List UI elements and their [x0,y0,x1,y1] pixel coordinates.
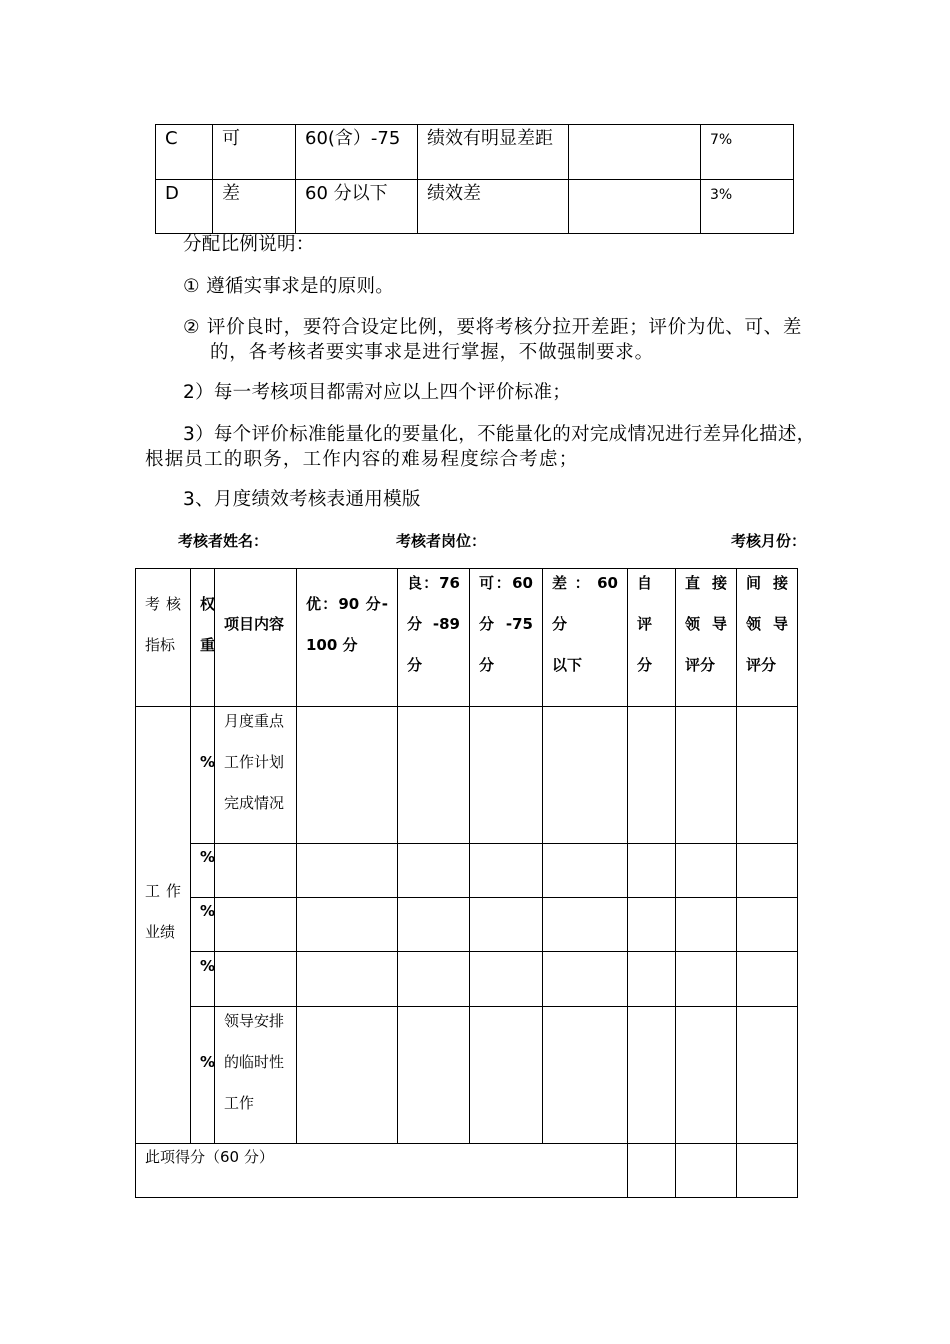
good-cell [398,898,470,952]
table-row [136,1007,798,1144]
ratio-cell: 7% [701,125,794,180]
self-score-cell [628,898,676,952]
category-line: 业绩 [145,923,176,941]
table-row [136,844,798,898]
weight-value: % [200,902,216,920]
self-score-cell [628,707,676,844]
header-line: 差：60 分 [552,574,618,633]
self-score-cell [628,844,676,898]
ratio-cell: 3% [701,180,794,234]
monthly-assessment-table [135,568,798,1198]
header-line: 良：76 [407,574,460,592]
item-content-line: 领导安排 [224,1011,285,1030]
table-row [136,707,798,844]
direct-leader-score-cell [676,952,737,1007]
direct-leader-score-cell [676,1007,737,1144]
assessor-name-label: 考核者姓名： [178,532,269,550]
direct-leader-score-cell [676,844,737,898]
header-line: 分 [479,656,495,674]
header-direct-leader-score [676,569,737,707]
header-poor [543,569,628,707]
category-line: 工 作 [145,882,181,900]
header-line: 评 [637,615,653,633]
item-content-cell [215,898,297,952]
weight-value: % [200,752,216,771]
header-line: 重 [200,635,216,654]
weight-value: % [200,956,216,975]
item-content-line: 完成情况 [224,793,285,812]
self-score-cell [628,1007,676,1144]
weight-text [200,946,214,987]
header-line: 可：60 [479,574,533,592]
header-line: 评分 [685,656,716,674]
subtotal-label-cell [136,1144,628,1198]
note-point-3-line-1: 3）每个评价标准能量化的要量化，不能量化的对完成情况进行差异化描述， [183,424,816,445]
grade-cell: C [156,125,213,180]
good-cell [398,952,470,1007]
header-text [407,563,460,686]
good-cell [398,844,470,898]
item-content-cell [215,844,297,898]
header-line: 考 核 [145,594,181,613]
fair-cell [470,952,543,1007]
description-cell: 绩效有明显差距 [418,125,569,180]
fair-cell [470,898,543,952]
score-range-cell: 60(含）-75 [296,125,418,180]
weight-text [200,1042,214,1083]
item-content-cell [215,707,297,844]
self-score-cell [628,1144,676,1198]
direct-leader-score-cell [676,707,737,844]
rating-cell: 差 [213,180,296,234]
item-content-text [224,1001,287,1124]
note-point-3-line-2: 根据员工的职务，工作内容的难易程度综合考虑； [145,449,579,470]
header-line: 以下 [552,656,583,674]
direct-leader-score-cell [676,1144,737,1198]
header-text [746,563,788,686]
header-indirect-leader-score [737,569,798,707]
note-item-2-line-2: 的，各考核者要实事求是进行掌握，不做强制要求。 [210,342,654,363]
indirect-leader-score-cell [737,1144,798,1198]
item-content-line: 工作计划 [224,752,285,771]
weight-value: % [200,1052,216,1071]
header-line: 优：90 分- [306,594,388,613]
header-line: 分 [407,656,423,674]
grade-row-d [156,180,794,234]
header-line: 间 接 [746,574,788,592]
subtotal-row [136,1144,798,1198]
item-content-line: 的临时性 [224,1052,285,1071]
weight-cell [191,707,215,844]
header-line: 分 -75 [479,615,533,633]
self-score-cell [628,952,676,1007]
excellent-cell [297,952,398,1007]
header-line: 100 分 [306,635,358,654]
item-content-line: 月度重点 [224,711,285,730]
category-text [145,871,181,953]
header-line: 领 导 [685,615,727,633]
fair-cell [470,707,543,844]
header-text [685,563,727,686]
header-text [200,584,214,666]
header-line: 分 -89 [407,615,460,633]
poor-cell [543,952,628,1007]
fair-cell [470,844,543,898]
table-row [136,898,798,952]
header-text [552,563,618,686]
header-line: 指标 [145,635,176,654]
header-item-content [215,569,297,707]
item-content-text [224,701,287,824]
subtotal-text [145,1137,618,1178]
note-item-1: ① 遵循实事求是的原则。 [183,276,395,297]
header-excellent [297,569,398,707]
grade-distribution-table [155,124,794,234]
header-text [224,604,287,645]
poor-cell [543,1007,628,1144]
header-weight [191,569,215,707]
weight-text [200,891,214,932]
header-text [145,584,181,666]
header-fair [470,569,543,707]
weight-cell [191,844,215,898]
excellent-cell [297,1007,398,1144]
header-line: 项目内容 [224,615,285,633]
note-cell [569,180,701,234]
indirect-leader-score-cell [737,952,798,1007]
poor-cell [543,844,628,898]
excellent-cell [297,707,398,844]
distribution-notes-heading: 分配比例说明： [183,234,315,255]
weight-text [200,742,214,783]
header-line: 分 [637,656,653,674]
item-content-cell [215,1007,297,1144]
weight-value: % [200,848,216,866]
weight-text [200,837,214,878]
weight-cell [191,898,215,952]
assessment-month-label: 考核月份： [731,532,807,550]
note-cell [569,125,701,180]
header-line: 权 [200,594,216,613]
item-content-cell [215,952,297,1007]
section-title: 3、月度绩效考核表通用模版 [183,489,421,510]
excellent-cell [297,898,398,952]
good-cell [398,707,470,844]
header-line: 评分 [746,656,777,674]
note-point-2: 2）每一考核项目都需对应以上四个评价标准； [183,382,572,403]
header-good [398,569,470,707]
weight-cell [191,952,215,1007]
poor-cell [543,898,628,952]
table-row [136,952,798,1007]
direct-leader-score-cell [676,898,737,952]
score-range-cell: 60 分以下 [296,180,418,234]
table-header-row [136,569,798,707]
header-text [637,563,666,686]
note-item-2-line-1: ② 评价良时，要符合设定比例，要将考核分拉开差距；评价为优、可、差 [183,317,803,338]
indirect-leader-score-cell [737,1007,798,1144]
header-text [306,584,388,666]
header-assessment-indicator [136,569,191,707]
indirect-leader-score-cell [737,707,798,844]
header-text [479,563,533,686]
good-cell [398,1007,470,1144]
header-line: 直 接 [685,574,727,592]
header-line: 自 [637,574,653,592]
assessor-position-label: 考核者岗位： [396,532,487,550]
indirect-leader-score-cell [737,898,798,952]
excellent-cell [297,844,398,898]
poor-cell [543,707,628,844]
description-cell: 绩效差 [418,180,569,234]
header-self-score [628,569,676,707]
subtotal-label: 此项得分（60 分） [145,1148,274,1166]
category-cell-work-performance [136,707,191,1144]
rating-cell: 可 [213,125,296,180]
fair-cell [470,1007,543,1144]
item-content-line: 工作 [224,1093,255,1112]
header-line: 领 导 [746,615,788,633]
grade-row-c [156,125,794,180]
grade-cell: D [156,180,213,234]
weight-cell [191,1007,215,1144]
indirect-leader-score-cell [737,844,798,898]
